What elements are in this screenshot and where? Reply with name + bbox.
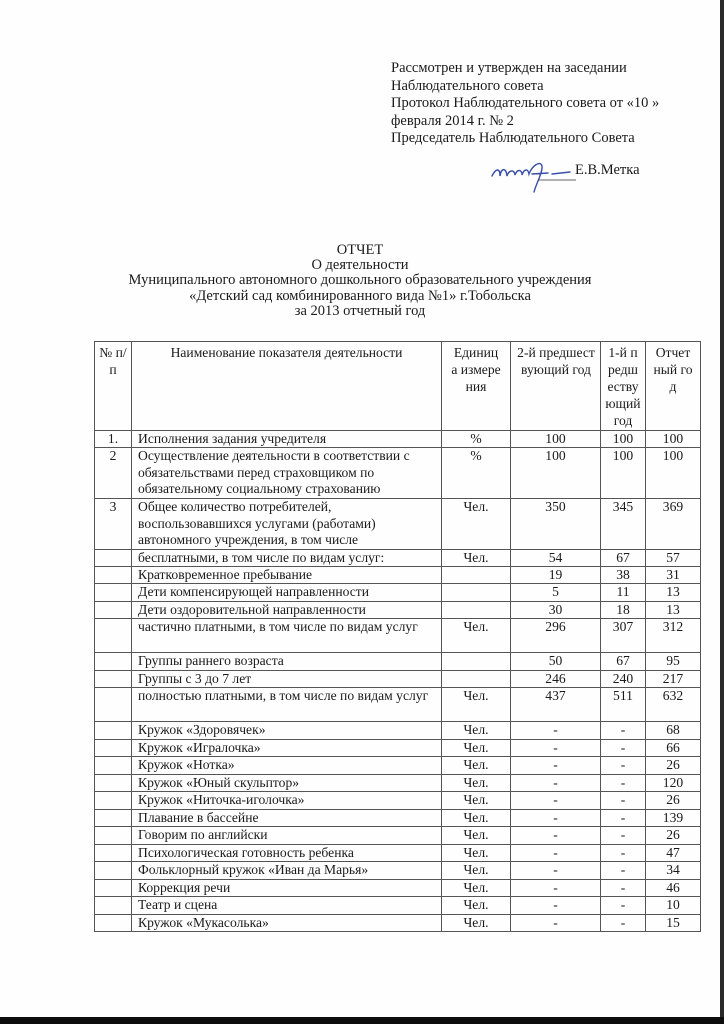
row-value-second-prev-year: - bbox=[511, 774, 601, 792]
row-number bbox=[95, 897, 132, 915]
row-value-report-year: 26 bbox=[646, 792, 701, 810]
scan-edge-right bbox=[720, 0, 724, 1024]
row-unit: Чел. bbox=[442, 897, 511, 915]
row-indicator-name: частично платными, в том числе по видам услуг bbox=[132, 619, 442, 653]
row-value-report-year: 13 bbox=[646, 584, 701, 601]
row-indicator-name: полностью платными, в том числе по видам услуг bbox=[132, 688, 442, 722]
approval-line: февраля 2014 г. № 2 bbox=[391, 112, 514, 129]
row-value-first-prev-year: 38 bbox=[601, 567, 646, 584]
row-value-second-prev-year: 100 bbox=[511, 431, 601, 448]
row-value-first-prev-year: 67 bbox=[601, 549, 646, 566]
row-indicator-name: Группы раннего возраста bbox=[132, 653, 442, 670]
table-row bbox=[95, 844, 701, 862]
signature-icon bbox=[488, 154, 578, 194]
table-row bbox=[95, 722, 701, 740]
row-indicator-name: Фольклорный кружок «Иван да Марья» bbox=[132, 862, 442, 880]
row-indicator-name: Дети оздоровительной направленности bbox=[132, 601, 442, 618]
row-value-second-prev-year: 437 bbox=[511, 688, 601, 722]
table-row bbox=[95, 653, 701, 670]
title-line: Муниципального автономного дошкольного образовательного учреждения bbox=[128, 272, 592, 289]
title-heading: ОТЧЕТ bbox=[336, 242, 384, 258]
row-unit: Чел. bbox=[442, 549, 511, 566]
row-value-second-prev-year: - bbox=[511, 879, 601, 897]
row-indicator-name: Кружок «Юный скульптор» bbox=[132, 774, 442, 792]
header-num: № п/п bbox=[95, 342, 132, 431]
table-row bbox=[95, 774, 701, 792]
row-number bbox=[95, 739, 132, 757]
row-value-first-prev-year: - bbox=[601, 722, 646, 740]
row-unit: % bbox=[442, 448, 511, 499]
table-row bbox=[95, 809, 701, 827]
row-indicator-name: Говорим по английски bbox=[132, 827, 442, 845]
approval-line: Наблюдательного совета bbox=[391, 77, 544, 94]
row-number bbox=[95, 844, 132, 862]
row-unit: Чел. bbox=[442, 757, 511, 775]
table-row bbox=[95, 499, 701, 549]
row-indicator-name: Психологическая готовность ребенка bbox=[132, 844, 442, 862]
row-value-second-prev-year: 350 bbox=[511, 499, 601, 549]
row-unit: Чел. bbox=[442, 844, 511, 862]
row-value-first-prev-year: - bbox=[601, 774, 646, 792]
report-title bbox=[100, 243, 620, 319]
row-value-second-prev-year: 246 bbox=[511, 670, 601, 687]
row-number: 1. bbox=[95, 431, 132, 448]
row-unit: Чел. bbox=[442, 688, 511, 722]
row-value-second-prev-year: 19 bbox=[511, 567, 601, 584]
row-number bbox=[95, 670, 132, 687]
table-row bbox=[95, 914, 701, 932]
row-value-second-prev-year: - bbox=[511, 739, 601, 757]
row-value-report-year: 57 bbox=[646, 549, 701, 566]
row-unit: Чел. bbox=[442, 809, 511, 827]
row-value-report-year: 120 bbox=[646, 774, 701, 792]
row-indicator-name: Дети компенсирующей направленности bbox=[132, 584, 442, 601]
row-indicator-name: Кружок «Ниточка-иголочка» bbox=[132, 792, 442, 810]
row-value-report-year: 10 bbox=[646, 897, 701, 915]
table-row bbox=[95, 879, 701, 897]
row-number bbox=[95, 809, 132, 827]
title-line: О деятельности bbox=[311, 257, 409, 274]
row-number bbox=[95, 827, 132, 845]
row-value-first-prev-year: 67 bbox=[601, 653, 646, 670]
row-value-second-prev-year: - bbox=[511, 809, 601, 827]
row-value-first-prev-year: 11 bbox=[601, 584, 646, 601]
row-indicator-name: Кружок «Игралочка» bbox=[132, 739, 442, 757]
row-value-first-prev-year: 100 bbox=[601, 448, 646, 499]
header-report: Отчетный год bbox=[646, 342, 701, 431]
row-number bbox=[95, 601, 132, 618]
row-number bbox=[95, 549, 132, 566]
row-value-first-prev-year: - bbox=[601, 862, 646, 880]
row-value-report-year: 66 bbox=[646, 739, 701, 757]
row-unit: Чел. bbox=[442, 862, 511, 880]
row-value-first-prev-year: - bbox=[601, 879, 646, 897]
row-unit: Чел. bbox=[442, 739, 511, 757]
row-number bbox=[95, 567, 132, 584]
row-value-second-prev-year: - bbox=[511, 914, 601, 932]
row-number bbox=[95, 774, 132, 792]
table-row bbox=[95, 757, 701, 775]
row-value-report-year: 100 bbox=[646, 431, 701, 448]
row-unit bbox=[442, 653, 511, 670]
row-value-second-prev-year: - bbox=[511, 844, 601, 862]
table-row bbox=[95, 567, 701, 584]
row-value-report-year: 139 bbox=[646, 809, 701, 827]
table-row bbox=[95, 739, 701, 757]
row-number: 2 bbox=[95, 448, 132, 499]
row-value-first-prev-year: 18 bbox=[601, 601, 646, 618]
row-indicator-name: Кружок «Нотка» bbox=[132, 757, 442, 775]
header-year1: 1-й предшествующий год bbox=[601, 342, 646, 431]
row-value-second-prev-year: 100 bbox=[511, 448, 601, 499]
row-number: 3 bbox=[95, 499, 132, 549]
row-number bbox=[95, 757, 132, 775]
row-value-first-prev-year: - bbox=[601, 809, 646, 827]
row-value-second-prev-year: - bbox=[511, 722, 601, 740]
table-row bbox=[95, 792, 701, 810]
row-number bbox=[95, 879, 132, 897]
row-indicator-name: бесплатными, в том числе по видам услуг: bbox=[132, 549, 442, 566]
row-value-first-prev-year: 345 bbox=[601, 499, 646, 549]
header-year2: 2-й предшествующий год bbox=[511, 342, 601, 431]
row-indicator-name: Кружок «Здоровячек» bbox=[132, 722, 442, 740]
row-value-second-prev-year: - bbox=[511, 792, 601, 810]
row-value-second-prev-year: 296 bbox=[511, 619, 601, 653]
table-row bbox=[95, 827, 701, 845]
row-indicator-name: Кружок «Мукасолька» bbox=[132, 914, 442, 932]
title-line: за 2013 отчетный год bbox=[294, 302, 426, 319]
row-number bbox=[95, 914, 132, 932]
row-value-second-prev-year: - bbox=[511, 897, 601, 915]
row-value-second-prev-year: - bbox=[511, 827, 601, 845]
row-value-second-prev-year: 5 bbox=[511, 584, 601, 601]
row-value-report-year: 34 bbox=[646, 862, 701, 880]
table-row bbox=[95, 897, 701, 915]
row-value-report-year: 47 bbox=[646, 844, 701, 862]
table-row bbox=[95, 549, 701, 566]
row-value-report-year: 217 bbox=[646, 670, 701, 687]
row-unit: Чел. bbox=[442, 879, 511, 897]
row-value-first-prev-year: - bbox=[601, 757, 646, 775]
row-indicator-name: Общее количество потребителей, воспользовавшихся услугами (работами) автономного учреждения, в том числе bbox=[132, 499, 442, 549]
row-number bbox=[95, 688, 132, 722]
row-value-first-prev-year: 511 bbox=[601, 688, 646, 722]
signatory-name: Е.В.Метка bbox=[575, 162, 640, 178]
row-indicator-name: Плавание в бассейне bbox=[132, 809, 442, 827]
row-value-report-year: 68 bbox=[646, 722, 701, 740]
row-indicator-name: Исполнения задания учредителя bbox=[132, 431, 442, 448]
row-unit: % bbox=[442, 431, 511, 448]
row-value-report-year: 95 bbox=[646, 653, 701, 670]
row-value-first-prev-year: - bbox=[601, 844, 646, 862]
row-value-second-prev-year: 50 bbox=[511, 653, 601, 670]
row-unit: Чел. bbox=[442, 792, 511, 810]
row-value-first-prev-year: 307 bbox=[601, 619, 646, 653]
table-row bbox=[95, 670, 701, 687]
row-unit bbox=[442, 670, 511, 687]
table-row bbox=[95, 448, 701, 499]
row-value-first-prev-year: - bbox=[601, 739, 646, 757]
row-value-second-prev-year: 54 bbox=[511, 549, 601, 566]
header-name: Наименование показателя деятельности bbox=[132, 342, 442, 431]
table-row bbox=[95, 619, 701, 653]
row-unit: Чел. bbox=[442, 499, 511, 549]
table-row bbox=[95, 431, 701, 448]
row-value-first-prev-year: 100 bbox=[601, 431, 646, 448]
row-indicator-name: Осуществление деятельности в соответствии с обязательствами перед страховщиком по обязательному социальному страхованию bbox=[132, 448, 442, 499]
row-value-report-year: 312 bbox=[646, 619, 701, 653]
approval-line: Рассмотрен и утвержден на заседании bbox=[391, 60, 627, 76]
row-indicator-name: Кратковременное пребывание bbox=[132, 567, 442, 584]
row-indicator-name: Коррекция речи bbox=[132, 879, 442, 897]
row-value-first-prev-year: 240 bbox=[601, 670, 646, 687]
row-value-first-prev-year: - bbox=[601, 914, 646, 932]
row-value-first-prev-year: - bbox=[601, 792, 646, 810]
row-value-report-year: 632 bbox=[646, 688, 701, 722]
header-unit: Единица измерения bbox=[442, 342, 511, 431]
approval-line: Протокол Наблюдательного совета от «10 » bbox=[391, 95, 660, 112]
table-header-row bbox=[95, 342, 701, 431]
row-number bbox=[95, 792, 132, 810]
table-row bbox=[95, 688, 701, 722]
row-unit bbox=[442, 567, 511, 584]
approval-line: Председатель Наблюдательного Совета bbox=[391, 130, 635, 147]
row-value-second-prev-year: 30 bbox=[511, 601, 601, 618]
row-unit bbox=[442, 601, 511, 618]
row-number bbox=[95, 862, 132, 880]
row-value-report-year: 26 bbox=[646, 757, 701, 775]
table-row bbox=[95, 584, 701, 601]
row-value-first-prev-year: - bbox=[601, 897, 646, 915]
row-value-report-year: 26 bbox=[646, 827, 701, 845]
row-unit: Чел. bbox=[442, 619, 511, 653]
row-unit: Чел. bbox=[442, 722, 511, 740]
table-row bbox=[95, 601, 701, 618]
table-row bbox=[95, 862, 701, 880]
row-value-report-year: 31 bbox=[646, 567, 701, 584]
row-unit: Чел. bbox=[442, 914, 511, 932]
row-value-second-prev-year: - bbox=[511, 757, 601, 775]
row-indicator-name: Театр и сцена bbox=[132, 897, 442, 915]
row-unit: Чел. bbox=[442, 827, 511, 845]
row-value-first-prev-year: - bbox=[601, 827, 646, 845]
row-unit bbox=[442, 584, 511, 601]
row-number bbox=[95, 619, 132, 653]
row-number bbox=[95, 722, 132, 740]
row-number bbox=[95, 584, 132, 601]
row-value-report-year: 46 bbox=[646, 879, 701, 897]
approval-block bbox=[391, 60, 659, 148]
row-value-report-year: 369 bbox=[646, 499, 701, 549]
row-number bbox=[95, 653, 132, 670]
table-body bbox=[95, 431, 701, 932]
report-table bbox=[94, 341, 701, 932]
row-value-report-year: 13 bbox=[646, 601, 701, 618]
row-unit: Чел. bbox=[442, 774, 511, 792]
row-value-report-year: 15 bbox=[646, 914, 701, 932]
row-value-report-year: 100 bbox=[646, 448, 701, 499]
scan-edge-bottom bbox=[0, 1017, 724, 1024]
title-line: «Детский сад комбинированного вида №1» г.Тобольска bbox=[189, 287, 531, 304]
row-value-second-prev-year: - bbox=[511, 862, 601, 880]
row-indicator-name: Группы с 3 до 7 лет bbox=[132, 670, 442, 687]
